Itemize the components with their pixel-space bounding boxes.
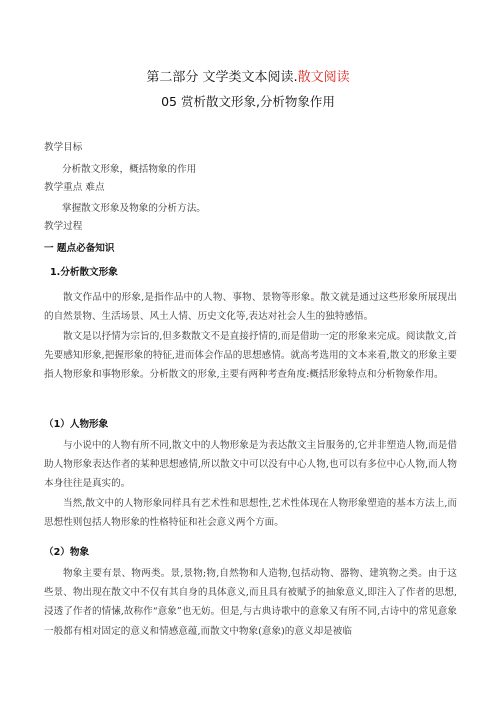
focus-text: 掌握散文形象及物象的分析方法。 — [62, 203, 206, 214]
goals-label: 教学目标 — [44, 142, 83, 153]
subsection-heading: 1.分析散文形象 — [50, 267, 118, 278]
title-accent: 散文阅读 — [297, 70, 350, 85]
paragraph-4: 当然,散文中的人物形象同样具有艺术性和思想性,艺术性体现在人物形象塑造的基本方法上,而思想性则包括人物形象的性格特征和社会意义两个方面。 — [44, 498, 457, 529]
lesson-subtitle: 05 赏析散文形象,分析物象作用 — [161, 94, 335, 109]
goals-text: 分析散文形象，概括物象的作用 — [62, 164, 197, 175]
paragraph-5: 物象主要有景、物两类。景,景物;物,自然物和人造物,包括动物、器物、建筑物之类。由于这些景、物出现在散文中不仅有其自身的具体意义,而且具有被赋予的抽象意义,即注入了作者的思想,浸透了作者的情愫,故称作“意象”也无妨。但是,与古典诗歌中的意象又有所不同,古诗中的常见意象一般都有相对固定的意义和情感意蕴,而散文中物象(意象)的意义却是被临 — [44, 568, 457, 637]
process-label: 教学过程 — [44, 221, 83, 232]
section-heading: 一 题点必备知识 — [44, 243, 115, 254]
paragraph-3: 与小说中的人物有所不同,散文中的人物形象是为表达散文主旨服务的,它并非塑造人物,而是借助人物形象表达作者的某种思想感情,所以散文中可以没有中心人物,也可以有多位中心人物,而人物本身往往是真实的。 — [44, 440, 457, 490]
paragraph-2: 散文是以抒情为宗旨的,但多数散文不是直接抒情的,而是借助一定的形象来完成。阅读散文,首先要感知形象,把握形象的特征,进而体会作品的思想感情。就高考选用的文本来看,散文的形象主要指人物形象和事物形象。分析散文的形象,主要有两种考查角度:概括形象特点和分析物象作用。 — [44, 331, 457, 381]
paragraph-1: 散文作品中的形象,是指作品中的人物、事物、景物等形象。散文就是通过这些形象所展现出的自然景物、生活场景、风土人情、历史文化等,表达对社会人生的独特感悟。 — [44, 292, 457, 323]
subheading-characters: （1）人物形象 — [44, 419, 109, 430]
title-main: 第二部分 文学类文本阅读. — [146, 70, 298, 85]
focus-label: 教学重点 难点 — [44, 182, 105, 193]
document-title — [0, 66, 496, 85]
subheading-objects: （2）物象 — [44, 547, 90, 558]
